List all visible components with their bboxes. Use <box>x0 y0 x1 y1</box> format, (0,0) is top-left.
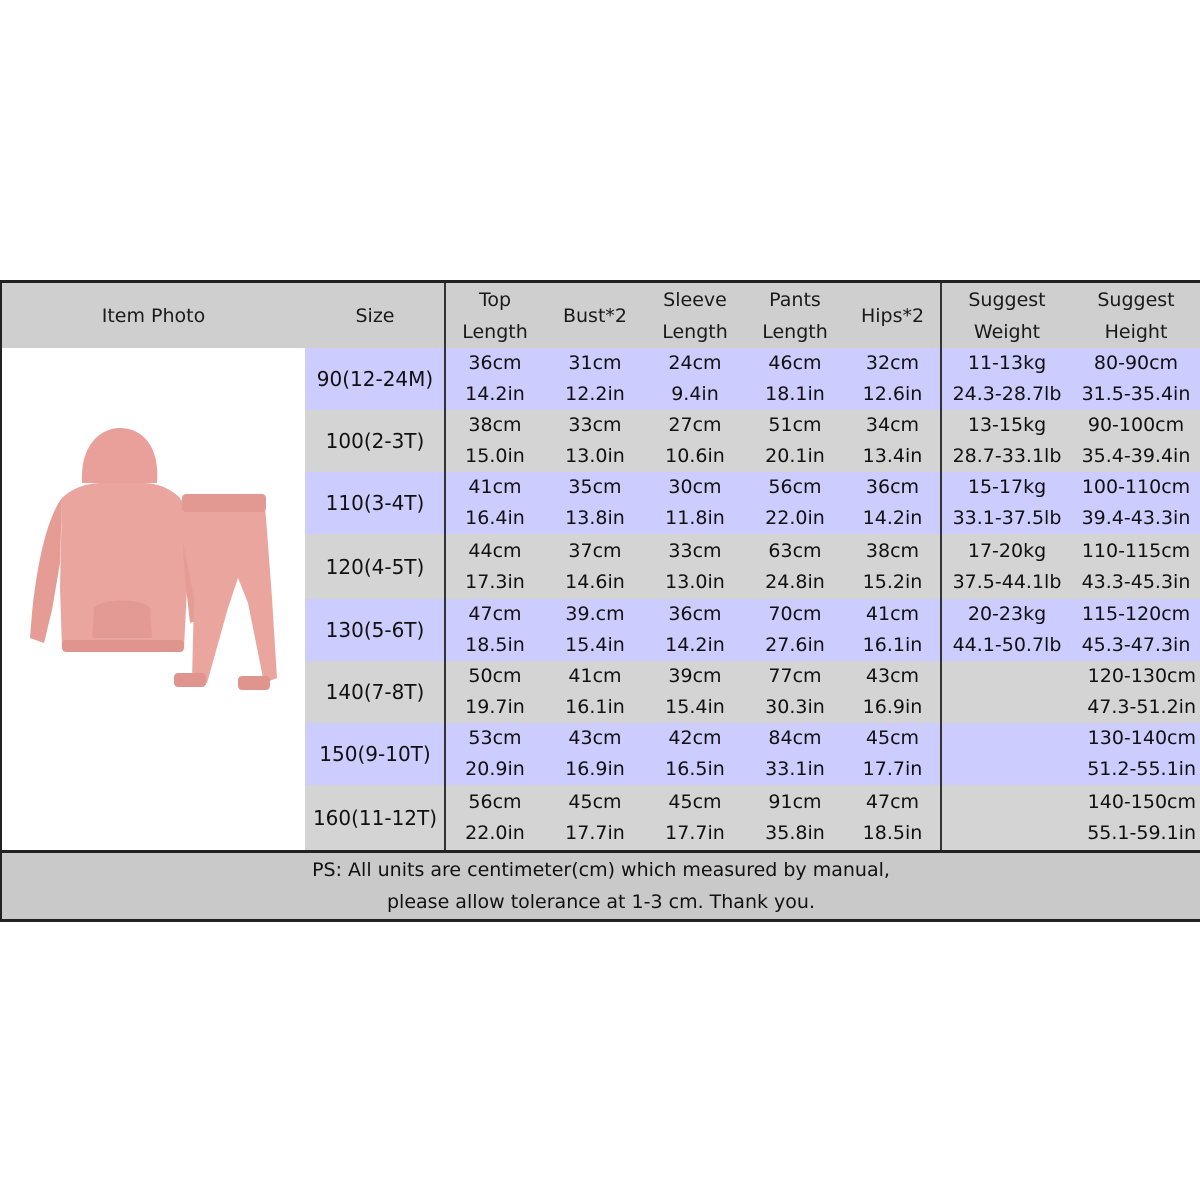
table-row: 140(7-8T) 50cm 19.7in 41cm 16.1in 39cm 15.4in 77cm 30.3in 43cm 16.9in 120-130cm 47.3-51.2in <box>305 661 1200 723</box>
header-row <box>2 283 1200 348</box>
header-bust: Bust*2 <box>562 304 627 327</box>
column-divider <box>940 283 942 850</box>
header-item-photo: Item Photo <box>101 304 206 327</box>
size-cell: 150(9-10T) <box>319 742 431 766</box>
header-hips: Hips*2 <box>860 304 925 327</box>
table-row: 150(9-10T) 53cm 20.9in 43cm 16.9in 42cm 16.5in 84cm 33.1in 45cm 17.7in 130-140cm 51.2-55.1in <box>305 723 1200 785</box>
header-sleeve-length: Sleeve Length <box>662 288 728 343</box>
header-suggest-weight: Suggest Weight <box>968 288 1046 343</box>
size-cell: 90(12-24M) <box>316 367 434 391</box>
table-row: 120(4-5T) 44cm 17.3in 37cm 14.6in 33cm 13.0in 63cm 24.8in 38cm 15.2in 17-20kg 37.5-44.1lb 110-115cm 43.3-45.3in <box>305 534 1200 599</box>
footer-line-1: PS: All units are centimeter(cm) which measured by manual, <box>312 859 890 881</box>
table-row: 110(3-4T) 41cm 16.4in 35cm 13.8in 30cm 11.8in 56cm 22.0in 36cm 14.2in 15-17kg 33.1-37.5lb 100-110cm 39.4-43.3in <box>305 472 1200 534</box>
size-cell: 110(3-4T) <box>325 491 425 515</box>
table-row: 90(12-24M) 36cm 14.2in 31cm 12.2in 24cm 9.4in 46cm 18.1in 32cm 12.6in 11-13kg 24.3-28.7lb 80-90cm 31.5-35.4in <box>305 348 1200 410</box>
header-suggest-height: Suggest Height <box>1097 288 1175 343</box>
table-row: 130(5-6T) 47cm 18.5in 39.cm 15.4in 36cm 14.2in 70cm 27.6in 41cm 16.1in 20-23kg 44.1-50.7lb 115-120cm 45.3-47.3in <box>305 599 1200 661</box>
size-cell: 160(11-12T) <box>312 805 438 830</box>
column-divider <box>444 283 446 850</box>
item-photo <box>2 348 305 850</box>
header-size: Size <box>355 304 395 327</box>
size-chart <box>0 280 1200 922</box>
size-cell: 140(7-8T) <box>325 680 425 704</box>
size-cell: 120(4-5T) <box>325 554 425 579</box>
table-row: 160(11-12T) 56cm 22.0in 45cm 17.7in 45cm 17.7in 91cm 35.8in 47cm 18.5in 140-150cm 55.1-59.1in <box>305 785 1200 850</box>
size-cell: 100(2-3T) <box>325 429 425 453</box>
header-pants-length: Pants Length <box>762 288 828 343</box>
table-row: 100(2-3T) 38cm 15.0in 33cm 13.0in 27cm 10.6in 51cm 20.1in 34cm 13.4in 13-15kg 28.7-33.1lb 90-100cm 35.4-39.4in <box>305 410 1200 472</box>
tracksuit-image <box>2 348 305 850</box>
header-top-length: Top Length <box>462 288 528 343</box>
footer-line-2: please allow tolerance at 1-3 cm. Thank you. <box>387 891 815 913</box>
size-cell: 130(5-6T) <box>325 618 425 642</box>
footer-note <box>2 850 1200 919</box>
